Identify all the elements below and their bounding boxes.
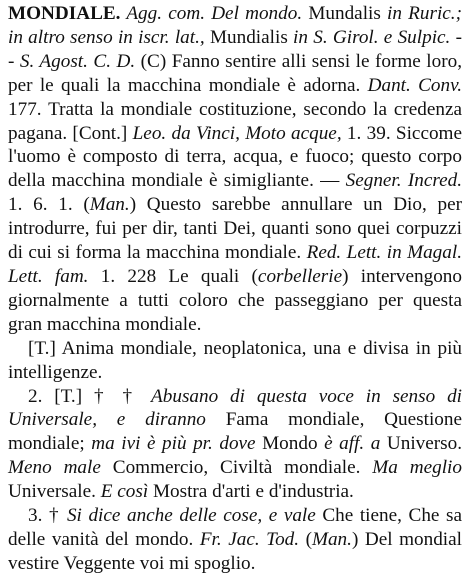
text-run: Dant. Conv.	[367, 74, 462, 96]
text-run: in S. Girol. e Sulpic. -- S. Agost. C. D.	[8, 26, 462, 72]
text-run: Fama mondiale, Questione mondiale;	[8, 409, 462, 455]
text-run: Universo.	[380, 433, 463, 455]
text-run: ) Questo sarebbe annullare un Dio, per introdurre, fui per dir, tanti Dei, quanti sono quei corpuzzi di cui si forma la macchina mondiale.	[8, 194, 462, 264]
text-run: 1. 228 Le quali (	[88, 265, 258, 287]
text-run: Meno male	[8, 457, 101, 479]
text-run: Man.	[89, 194, 130, 216]
text-run: ) Del mondial vestire Veggente voi mi spoglio.	[8, 528, 462, 574]
text-run: 177. Tratta la mondiale costituzione, secondo la credenza pagana. [Cont.]	[8, 98, 462, 144]
dictionary-entry-mondiale	[8, 2, 462, 576]
text-run: ) intervengono giornalmente a tutti coloro che passeggiano per questa gran macchina mondiale.	[8, 265, 462, 335]
text-run: Mundialis	[204, 26, 294, 48]
text-run: Si dice anche delle cose, e vale	[66, 505, 316, 527]
text-run: Leo. da Vinci, Moto acque,	[132, 122, 342, 144]
text-run: (C) Fanno sentire alli sensi le forme loro, per le quali la macchina mondiale è adorna.	[8, 50, 462, 96]
entry-paragraph-sense-tommaseo	[8, 337, 462, 385]
text-run: Agg. com. Del mondo.	[120, 3, 303, 24]
text-run: in Ruric.; in altro senso in iscr. lat.,	[8, 3, 462, 48]
entry-paragraph-sense-2	[8, 385, 462, 505]
text-run: Man.	[311, 528, 352, 550]
entry-paragraph-definition	[8, 2, 462, 337]
text-run: (	[299, 528, 312, 550]
text-run: [T.] Anima mondiale, neoplatonica, una e divisa in più intelligenze.	[8, 337, 462, 383]
text-run: è aff. a	[324, 433, 381, 455]
text-run: corbellerie	[257, 265, 343, 287]
text-run: Mundalis	[302, 3, 388, 24]
text-run: 3. †	[28, 505, 67, 527]
text-run: 1. 6. 1. (	[8, 194, 90, 216]
text-run: Abusano di questa voce in senso di Universale, e diranno	[8, 385, 463, 431]
text-run: 1. 39. Siccome l'uomo è composto di terra, acqua, e fuoco; questo corpo della macchina mondiale è simigliante. —	[8, 122, 462, 192]
text-run: Universale.	[8, 481, 101, 503]
headword: MONDIALE.	[8, 3, 121, 24]
text-run: Mondo	[255, 433, 325, 455]
text-run: Ma meglio	[372, 457, 462, 479]
text-run: Red. Lett. in Magal. Lett. fam.	[8, 242, 462, 287]
text-run: Commercio, Civiltà mondiale.	[100, 457, 373, 479]
text-run: Mostra d'arti e d'industria.	[148, 481, 354, 503]
text-run: Fr. Jac. Tod.	[199, 528, 300, 550]
text-run: E così	[100, 481, 149, 503]
text-run: Che tiene, Che sa delle vanità del mondo.	[8, 505, 462, 550]
entry-paragraph-sense-3	[8, 504, 462, 576]
text-run: 2. [T.] † †	[28, 385, 152, 407]
text-run: Segner. Incred.	[345, 170, 462, 192]
text-run: ma ivi è più pr. dove	[91, 433, 256, 455]
